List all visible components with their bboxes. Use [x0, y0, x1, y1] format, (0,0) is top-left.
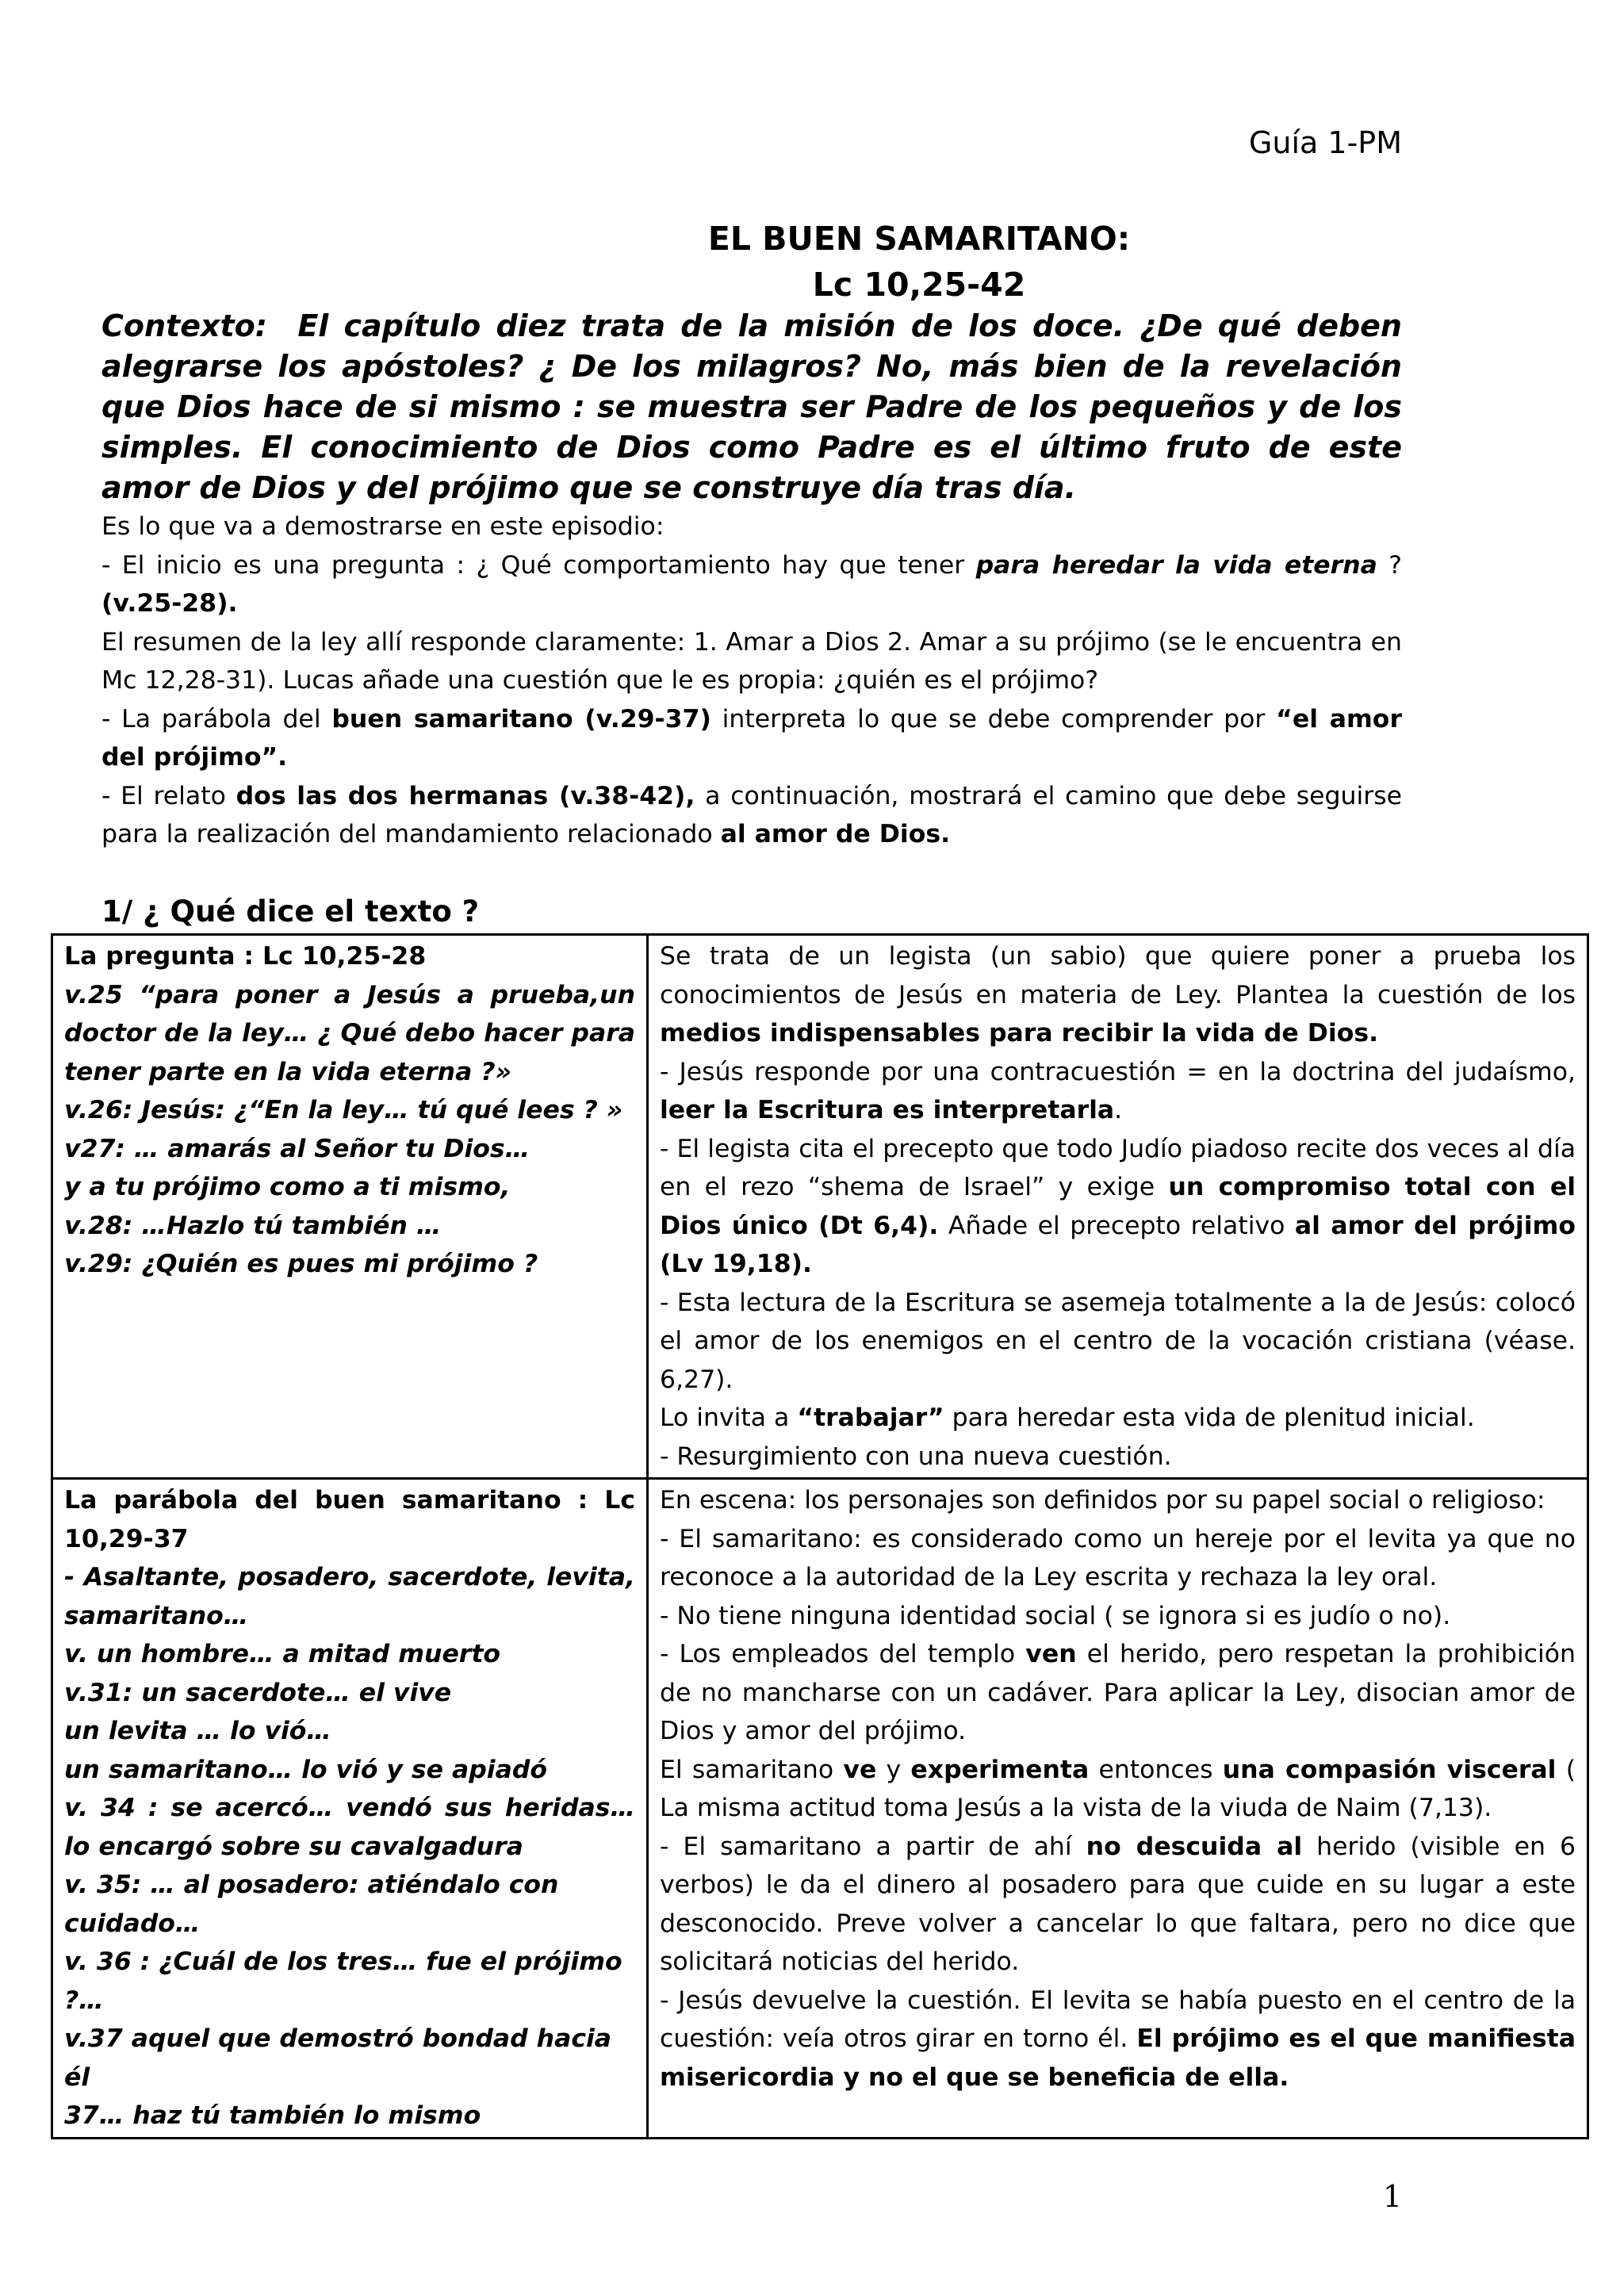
intro-p4: - La parábola del buen samaritano (v.29-37) interpreta lo que se debe comprender por “el amor del prójimo”.	[102, 704, 1402, 772]
commentary-line: - Jesús devuelve la cuestión. El levita se había puesto en el centro de la cuestión: veía otros girar en torno él. El prójimo es el que manifiesta misericordia y no el que se beneficia de ella.	[660, 1986, 1576, 2092]
commentary-line: - El legista cita el precepto que todo Judío piadoso recite dos veces al día en el rezo “shema de Israel” y exige un compromiso total con el Dios único (Dt 6,4). Añade el precepto relativo al amor del prójimo (Lv 19,18).	[660, 1134, 1576, 1278]
commentary-line: - Jesús responde por una contracuestión = en la doctrina del judaísmo, leer la Escritura es interpretarla.	[660, 1057, 1576, 1124]
commentary-line: - Resurgimiento con una nueva cuestión.	[660, 1442, 1172, 1471]
table-cell-right	[648, 935, 1588, 1479]
row-title: La parábola del buen samaritano : Lc 10,29-37	[64, 1486, 635, 1553]
verse-line: un levita … lo vió…	[64, 1717, 331, 1745]
title-reference: Lc 10,25-42	[812, 266, 1026, 304]
verse-line: - Asaltante, posadero, sacerdote, levita, samaritano…	[64, 1563, 635, 1630]
verse-line: v.28: …Hazlo tú también …	[64, 1211, 442, 1240]
verse-line: v.37 aquel que demostró bondad hacia él	[64, 2024, 612, 2092]
verse-line: v. 35: … al posadero: atiéndalo con cuidado…	[64, 1871, 559, 1938]
row-title: La pregunta : Lc 10,25-28	[64, 942, 427, 971]
guide-label: Guía 1-PM	[1248, 125, 1402, 160]
commentary-line: - El samaritano a partir de ahí no descuida al herido (visible en 6 verbos) le da el dinero al posadero para que cuide en su lugar a este desconocido. Preve volver a cancelar lo que faltara, pero no dice que solicitará noticias del herido.	[660, 1832, 1576, 1976]
table-row	[52, 935, 1588, 1479]
document-title	[0, 216, 1624, 308]
intro-p2: - El inicio es una pregunta : ¿ Qué comportamiento hay que tener para heredar la vida eterna ? (v.25-28).	[102, 550, 1402, 618]
commentary-line: Lo invita a “trabajar” para heredar esta vida de plenitud inicial.	[660, 1404, 1475, 1432]
context-text: El capítulo diez trata de la misión de los doce. ¿De qué deben alegrarse los apóstoles? ¿ De los milagros? No, más bien de la revelación que Dios hace de si mismo : se muestra ser Padre de los pequeños y de los simples. El conocimiento de Dios como Padre es el último fruto de este amor de Dios y del prójimo que se construye día tras día.	[102, 308, 1402, 505]
commentary-line: - El samaritano: es considerado como un hereje por el levita ya que no reconoce a la autoridad de la Ley escrita y rechaza la ley oral.	[660, 1524, 1576, 1591]
commentary-line: En escena: los personajes son definidos por su papel social o religioso:	[660, 1486, 1545, 1515]
page-number: 1	[1382, 2179, 1402, 2214]
verse-line: v. 36 : ¿Cuál de los tres… fue el prójimo ?…	[64, 1947, 622, 2015]
commentary-line: - No tiene ninguna identidad social ( se ignora si es judío o no).	[660, 1601, 1451, 1630]
verse-line: v.25 “para poner a Jesús a prueba,un doctor de la ley… ¿ Qué debo hacer para tener parte en la vida eterna ?»	[64, 980, 635, 1086]
verse-line: y a tu prójimo como a ti mismo,	[64, 1173, 511, 1201]
intro-section	[102, 507, 1402, 854]
commentary-line: Se trata de un legista (un sabio) que quiere poner a prueba los conocimientos de Jesús en materia de Ley. Plantea la cuestión de los medios indispensables para recibir la vida de Dios.	[660, 942, 1576, 1047]
verse-line: v. 34 : se acercó… vendó sus heridas… lo encargó sobre su cavalgadura	[64, 1794, 635, 1861]
commentary-line: - Esta lectura de la Escritura se asemeja totalmente a la de Jesús: colocó el amor de los enemigos en el centro de la vocación cristiana (véase. 6,27).	[660, 1288, 1576, 1394]
table-cell-left	[52, 1479, 648, 2139]
verse-line: v.29: ¿Quién es pues mi prójimo ?	[64, 1250, 538, 1278]
commentary-line: - Los empleados del templo ven el herido, pero respetan la prohibición de no mancharse con un cadáver. Para aplicar la Ley, disocian amor de Dios y amor del prójimo.	[660, 1640, 1576, 1745]
verse-line: v27: … amarás al Señor tu Dios…	[64, 1134, 530, 1163]
study-table	[51, 933, 1589, 2139]
title-main: EL BUEN SAMARITANO:	[707, 220, 1131, 258]
section-heading: 1/ ¿ Qué dice el texto ?	[102, 894, 480, 929]
commentary-line: El samaritano ve y experimenta entonces una compasión visceral ( La misma actitud toma Jesús a la vista de la viuda de Naim (7,13).	[660, 1755, 1576, 1822]
verse-line: v. un hombre… a mitad muerto	[64, 1640, 501, 1668]
verse-line: 37… haz tú también lo mismo	[64, 2101, 481, 2130]
intro-p1: Es lo que va a demostrarse en este episodio:	[102, 512, 665, 541]
table-row	[52, 1479, 1588, 2139]
table-cell-right	[648, 1479, 1588, 2139]
context-paragraph	[102, 306, 1402, 508]
intro-p5: - El relato dos las dos hermanas (v.38-42), a continuación, mostrará el camino que debe seguirse para la realización del mandamiento relacionado al amor de Dios.	[102, 781, 1402, 848]
table-cell-left	[52, 935, 648, 1479]
verse-line: un samaritano… lo vió y se apiadó	[64, 1755, 548, 1784]
context-label: Contexto:	[102, 308, 267, 343]
intro-p3: El resumen de la ley allí responde claramente: 1. Amar a Dios 2. Amar a su prójimo (se le encuentra en Mc 12,28-31). Lucas añade una cuestión que le es propia: ¿quién es el prójimo?	[102, 627, 1402, 695]
verse-line: v.31: un sacerdote… el vive	[64, 1678, 452, 1707]
verse-line: v.26: Jesús: ¿“En la ley… tú qué lees ? »	[64, 1096, 623, 1124]
